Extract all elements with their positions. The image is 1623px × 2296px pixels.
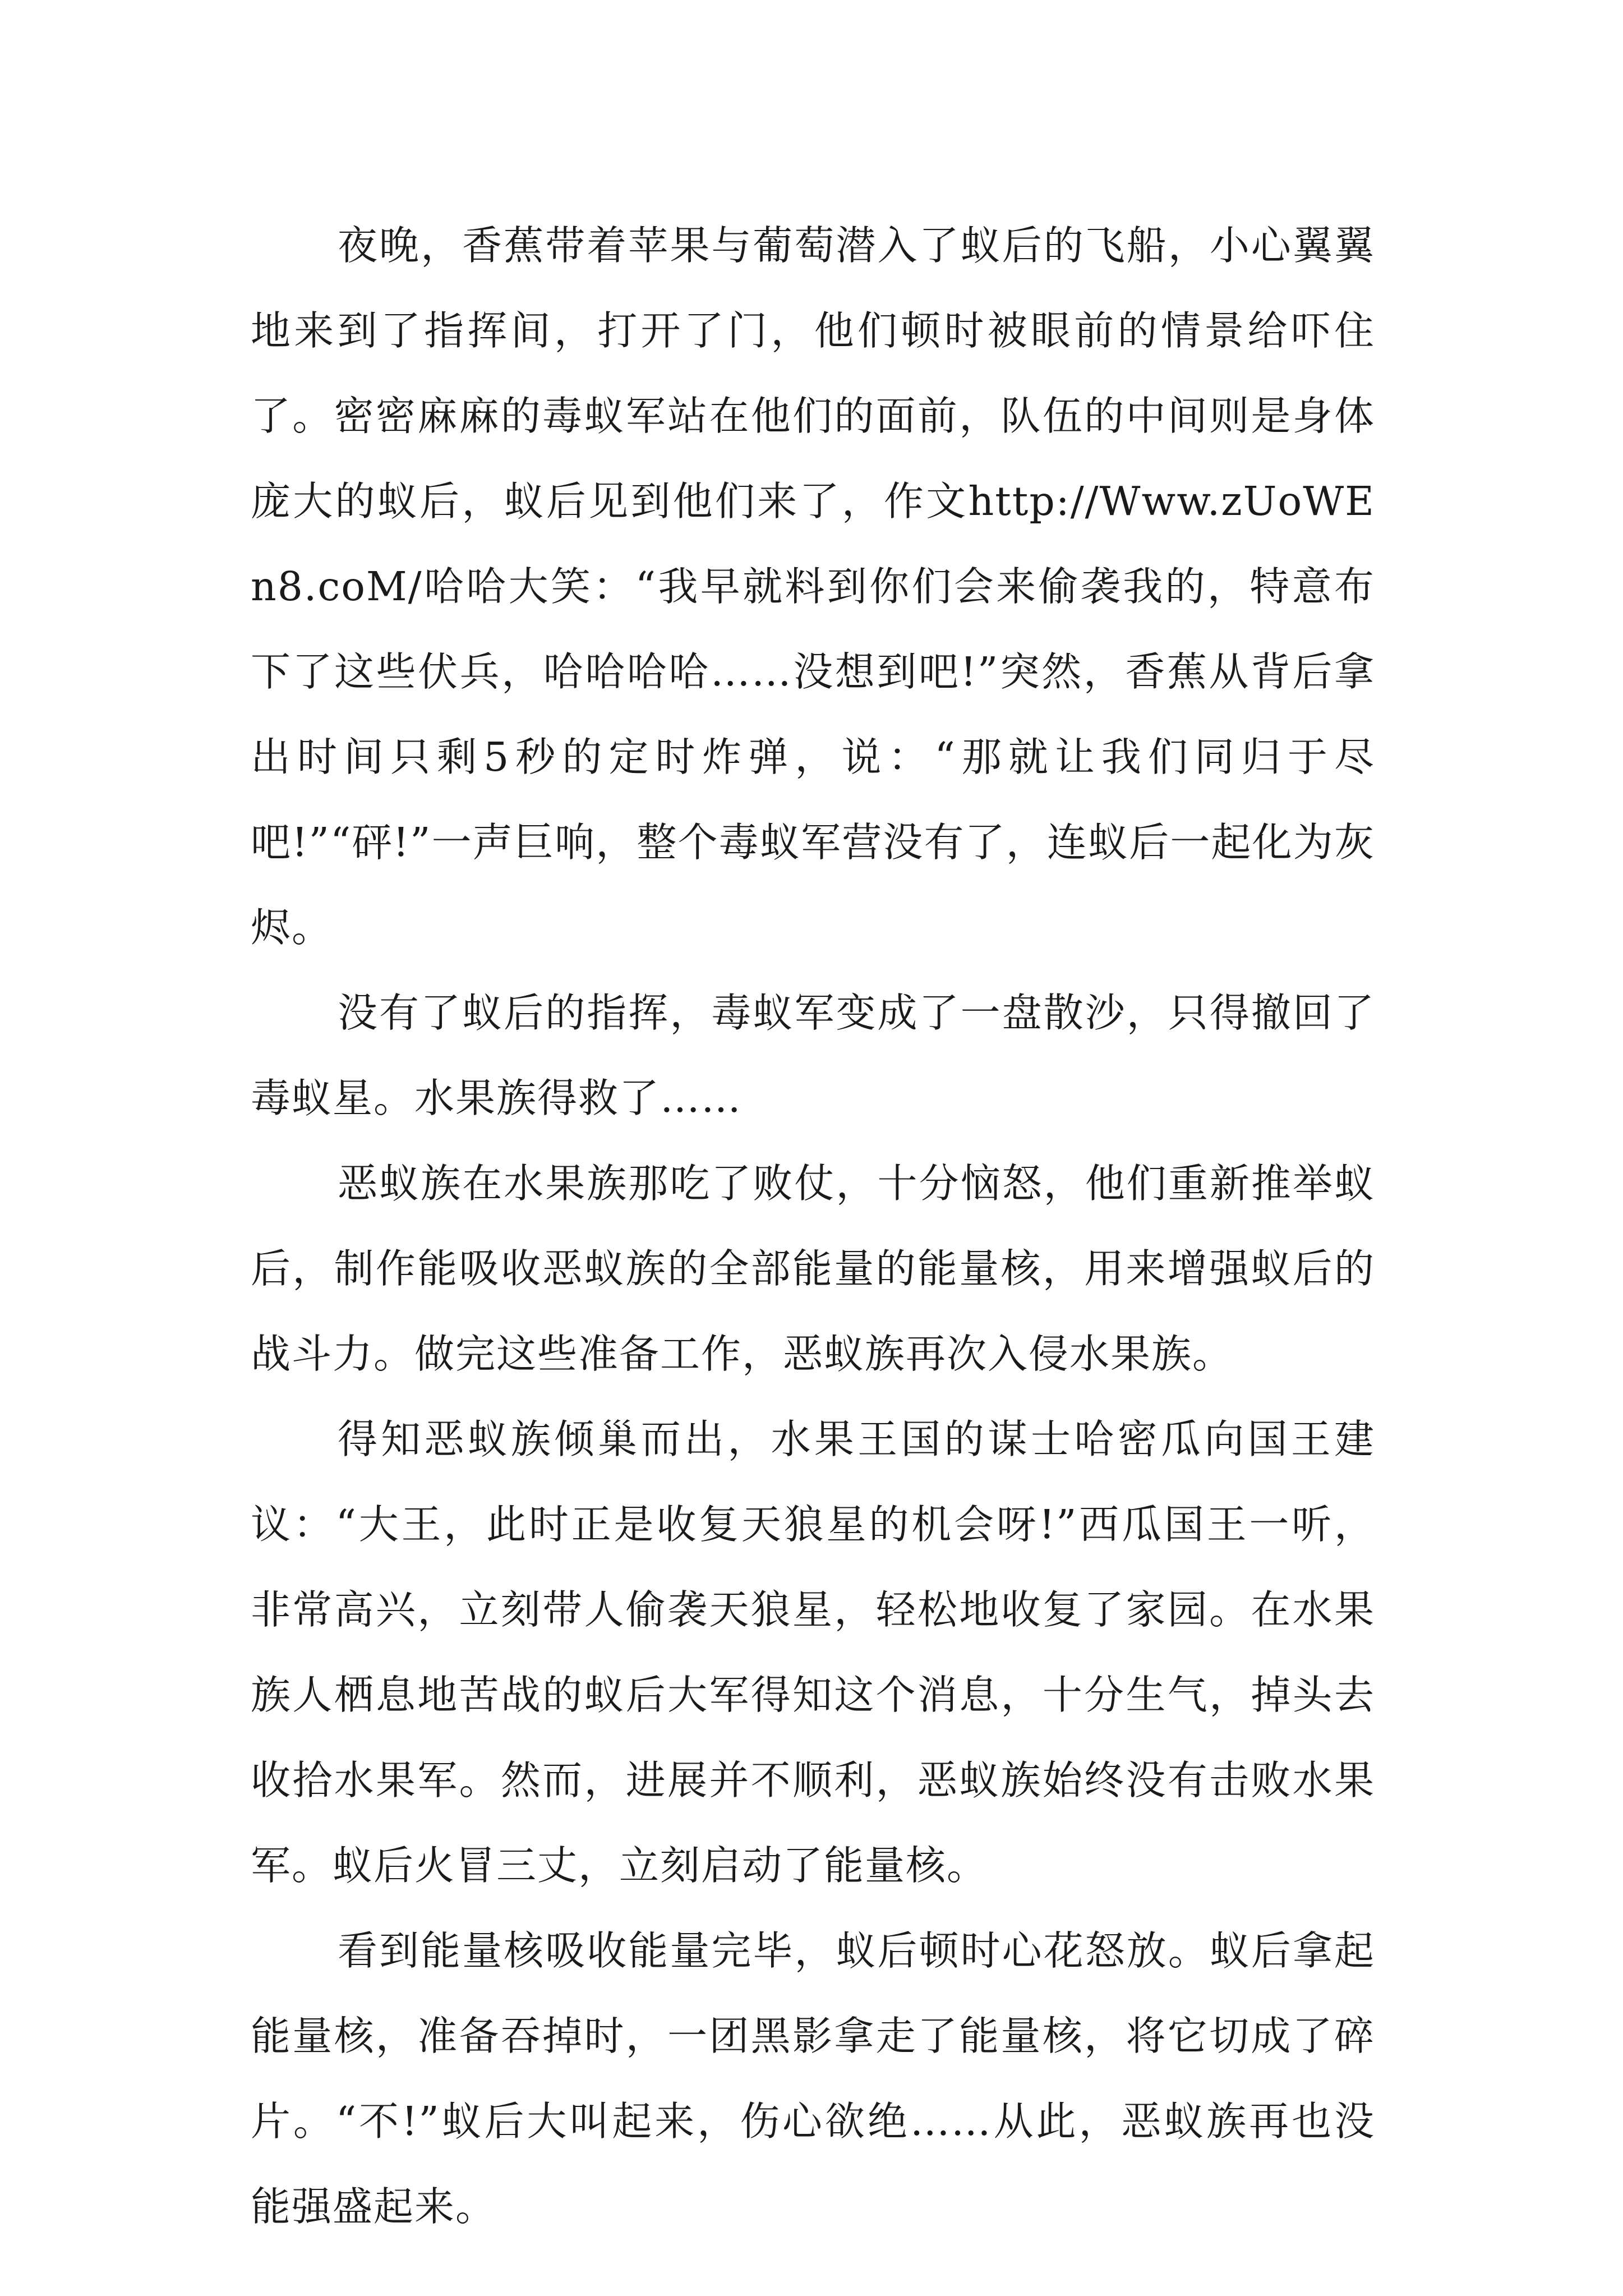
paragraph-5: 看到能量核吸收能量完毕，蚁后顿时心花怒放。蚁后拿起能量核，准备吞掉时，一团黑影拿走了能量核，将它切成了碎片。“不!”蚁后大叫起来，伤心欲绝……从此，恶蚁族再也没能强盛起来。 (251, 1927, 1375, 2230)
document-body (251, 203, 1375, 2249)
paragraph-1: 夜晚，香蕉带着苹果与葡萄潜入了蚁后的飞船，小心翼翼地来到了指挥间，打开了门，他们顿时被眼前的情景给吓住了。密密麻麻的毒蚁军站在他们的面前，队伍的中间则是身体庞大的蚁后，蚁后见到他们来了，作文http://Www.zUoWEn8.coM/哈哈大笑：“我早就料到你们会来偷袭我的，特意布下了这些伏兵，哈哈哈哈……没想到吧!”突然，香蕉从背后拿出时间只剩5秒的定时炸弹，说：“那就让我们同归于尽吧!”“砰!”一声巨响，整个毒蚁军营没有了，连蚁后一起化为灰烬。 (251, 222, 1375, 951)
paragraph-2: 没有了蚁后的指挥，毒蚁军变成了一盘散沙，只得撤回了毒蚁星。水果族得救了…… (251, 990, 1375, 1121)
paragraph-3: 恶蚁族在水果族那吃了败仗，十分恼怒，他们重新推举蚁后，制作能吸收恶蚁族的全部能量的能量核，用来增强蚁后的战斗力。做完这些准备工作，恶蚁族再次入侵水果族。 (251, 1160, 1375, 1377)
paragraph-4: 得知恶蚁族倾巢而出，水果王国的谋士哈密瓜向国王建议：“大王，此时正是收复天狼星的机会呀!”西瓜国王一听，非常高兴，立刻带人偷袭天狼星，轻松地收复了家园。在水果族人栖息地苦战的蚁后大军得知这个消息，十分生气，掉头去收拾水果军。然而，进展并不顺利，恶蚁族始终没有击败水果军。蚁后火冒三丈，立刻启动了能量核。 (251, 1416, 1375, 1889)
